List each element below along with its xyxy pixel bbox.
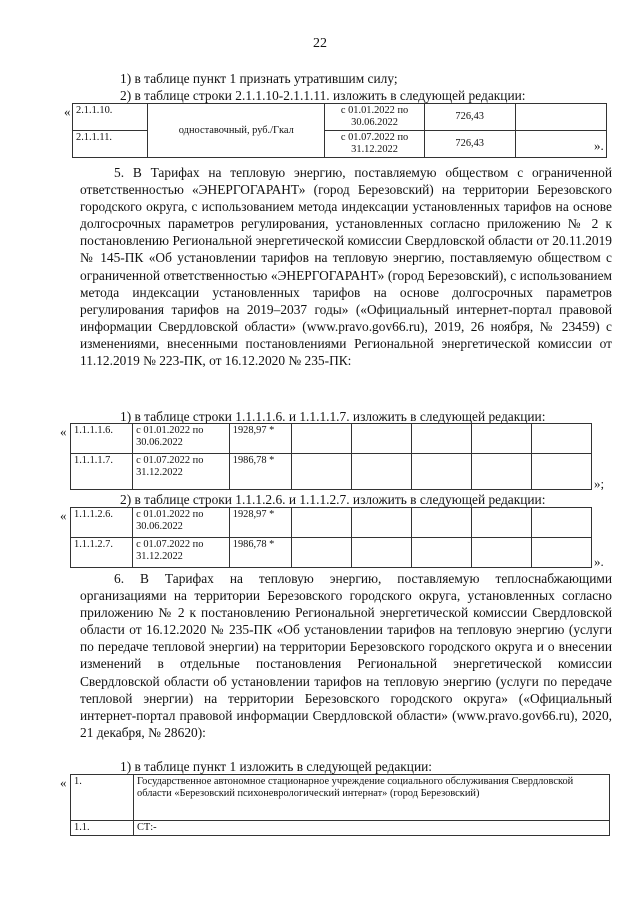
row-value: 726,43 [424, 131, 515, 158]
empty-cell [471, 424, 531, 454]
empty-cell [411, 508, 471, 538]
row-period: с 01.07.2022 по 31.12.2022 [133, 454, 230, 490]
row-period: с 01.01.2022 по 30.06.2022 [133, 424, 230, 454]
empty-cell [471, 454, 531, 490]
row-code: 1.1.1.2.7. [71, 538, 133, 568]
quote-close: ». [594, 138, 604, 153]
empty-cell [411, 424, 471, 454]
row-code: 1.1.1.1.6. [71, 424, 133, 454]
row-period: с 01.01.2022 по 30.06.2022 [133, 508, 230, 538]
section5-item1: 1) в таблице строки 1.1.1.1.6. и 1.1.1.1.7. изложить в следующей редакции: [120, 409, 546, 424]
section4-item2: 2) в таблице строки 2.1.1.10-2.1.1.11. изложить в следующей редакции: [120, 88, 526, 103]
table-row [71, 508, 592, 538]
row-text: СТ:- [134, 821, 610, 836]
section5-item2: 2) в таблице строки 1.1.1.2.6. и 1.1.1.2.7. изложить в следующей редакции: [120, 492, 546, 507]
table-row [71, 454, 592, 490]
page-number: 22 [313, 36, 327, 51]
empty-cell [471, 508, 531, 538]
row-period: с 01.07.2022 по 31.12.2022 [133, 538, 230, 568]
quote-open: « [60, 508, 67, 523]
quote-close: ». [594, 554, 604, 569]
empty-cell [291, 538, 351, 568]
quote-close: »; [594, 476, 605, 491]
empty-cell [531, 454, 591, 490]
paragraph-5: 5. В Тарифах на тепловую энергию, поставляемую обществом с ограниченной ответственностью «ЭНЕРГОГАРАНТ» (город Березовский) на территории Березовского городского округа, с использованием метода индексации установленных тарифов на основе долгосрочных параметров регулирования, установленных согласно приложению № 2 к постановлению Региональной энергетической комиссии Свердловской области от 20.11.2019 № 145-ПК «Об установлении тарифов на тепловую энергию, поставляемую обществом с ограниченной ответственностью «ЭНЕРГОГАРАНТ» (город Березовский), с использованием метода индексации установленных тарифов на основе долгосрочных параметров регулирования тарифов на 2019–2037 годы» («Официальный интернет-портал правовой информации Свердловской области» (www.pravo.gov66.ru), 2019, 26 ноября, № 23459) с изменениями, внесенными постановлениями Региональной энергетической комиссии от 11.12.2019 № 223-ПК, от 16.12.2020 № 235-ПК: [80, 165, 612, 369]
empty-cell [471, 538, 531, 568]
quote-open: « [64, 104, 71, 119]
row-code: 2.1.1.10. [73, 104, 148, 131]
table-row [71, 538, 592, 568]
quote-open: « [60, 775, 67, 790]
empty-cell [531, 508, 591, 538]
table-row [71, 821, 610, 836]
paragraph-6: 6. В Тарифах на тепловую энергию, поставляемую теплоснабжающими организациями на территории Березовского городского округа, установленных согласно приложению № 2 к постановлению Региональной энергетической комиссии Свердловской области от 16.12.2020 № 235-ПК «Об установлении тарифов на тепловую энергию (услуги по передаче тепловой энергии) на территории Березовского городского округа и о внесении изменений в отдельные постановления Региональной энергетической комиссии Свердловской области об установлении тарифов на тепловую энергию (услуги по передаче тепловой энергии) на территории Березовского городского округа» («Официальный интернет-портал правовой информации Свердловской области» (www.pravo.gov66.ru), 2020, 21 декабря, № 28620): [80, 571, 612, 740]
tariff-table-6 [70, 774, 610, 836]
row-value: 1928,97 * [229, 424, 291, 454]
row-value: 1986,78 * [229, 454, 291, 490]
row-code: 1. [71, 775, 134, 821]
row-unit: одноставочный, руб./Гкал [148, 104, 325, 158]
tariff-table-1-1-1-1 [70, 423, 592, 490]
row-period: с 01.01.2022 по 30.06.2022 [325, 104, 424, 131]
empty-cell [351, 424, 411, 454]
row-code: 1.1.1.2.6. [71, 508, 133, 538]
section6-item1: 1) в таблице пункт 1 изложить в следующей редакции: [120, 759, 433, 774]
row-value: 1928,97 * [229, 508, 291, 538]
tariff-table-1-1-1-2 [70, 507, 592, 568]
empty-cell [531, 538, 591, 568]
empty-cell [515, 104, 606, 131]
row-value: 1986,78 * [229, 538, 291, 568]
empty-cell [515, 131, 606, 158]
row-value: 726,43 [424, 104, 515, 131]
empty-cell [531, 424, 591, 454]
empty-cell [291, 508, 351, 538]
row-period: с 01.07.2022 по 31.12.2022 [325, 131, 424, 158]
tariff-table-2-1-1 [72, 103, 607, 158]
quote-open: « [60, 424, 67, 439]
empty-cell [351, 454, 411, 490]
row-text: Государственное автономное стационарное учреждение социального обслуживания Свердловской области «Березовский психоневрологический интернат» (город Березовский) [134, 775, 610, 821]
empty-cell [291, 424, 351, 454]
table-row [71, 424, 592, 454]
empty-cell [411, 538, 471, 568]
row-code: 1.1.1.1.7. [71, 454, 133, 490]
empty-cell [291, 454, 351, 490]
empty-cell [351, 538, 411, 568]
row-code: 2.1.1.11. [73, 131, 148, 158]
table-row [73, 104, 607, 131]
empty-cell [411, 454, 471, 490]
empty-cell [351, 508, 411, 538]
row-code: 1.1. [71, 821, 134, 836]
section4-item1: 1) в таблице пункт 1 признать утратившим силу; [120, 71, 398, 86]
table-row [71, 775, 610, 821]
